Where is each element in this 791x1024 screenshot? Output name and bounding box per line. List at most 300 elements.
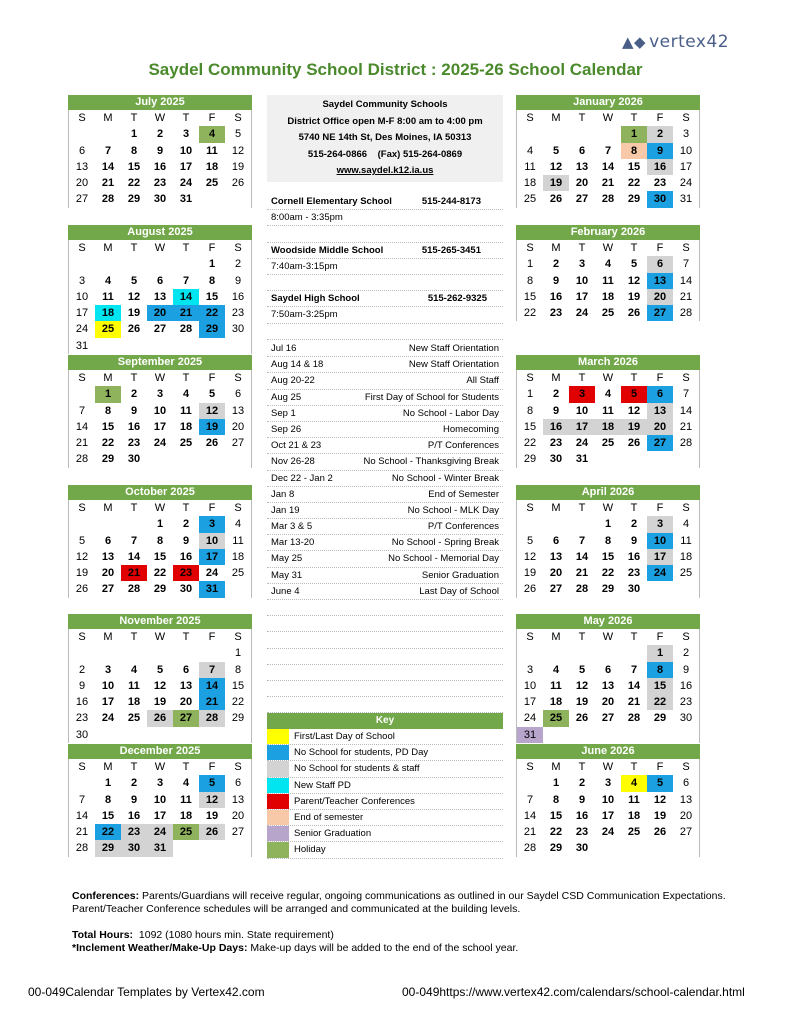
day-cell: 29 (231, 712, 245, 725)
key-item (267, 810, 503, 826)
day-cell: 26 (523, 583, 537, 596)
event-description: No School - MLK Day (407, 504, 499, 516)
day-cell: 8 (130, 144, 138, 157)
day-cell: 5 (78, 534, 86, 547)
day-cell: 29 (127, 193, 141, 206)
month-header: April 2026 (516, 485, 700, 500)
day-cell: 30 (153, 193, 167, 206)
day-cell: 23 (549, 437, 563, 450)
day-cell: 31 (679, 193, 693, 206)
day-cell: 1 (647, 645, 673, 661)
day-name: T (578, 242, 586, 254)
day-cell: 19 (205, 809, 219, 822)
day-cell: 10 (153, 793, 167, 806)
day-cell: 10 (601, 793, 615, 806)
day-name: S (526, 502, 534, 514)
event-row (267, 535, 503, 551)
day-name: T (182, 112, 190, 124)
district-name: Saydel Community Schools (322, 99, 448, 110)
day-cell: 20 (75, 177, 89, 190)
school-row (267, 291, 503, 307)
event-date: Jan 19 (271, 504, 300, 516)
day-cell: 23 (653, 177, 667, 190)
event-row (267, 373, 503, 389)
key-item (267, 745, 503, 761)
blank-row (267, 697, 503, 713)
day-cell: 1 (95, 386, 121, 402)
day-cell: 18 (179, 420, 193, 433)
notes (72, 890, 732, 955)
empty-cell (147, 256, 173, 272)
day-cell: 6 (682, 777, 690, 790)
day-cell: 4 (182, 777, 190, 790)
day-name: S (526, 112, 534, 124)
day-cell: 19 (627, 290, 641, 303)
day-cell: 30 (179, 583, 193, 596)
day-cell: 20 (679, 809, 693, 822)
day-name: F (208, 242, 216, 254)
day-cell: 25 (127, 712, 141, 725)
day-cell: 27 (173, 710, 199, 726)
day-cell: 10 (75, 290, 89, 303)
day-cell: 9 (156, 144, 164, 157)
day-cell: 3 (104, 663, 112, 676)
day-cell: 13 (179, 679, 193, 692)
day-cell: 1 (208, 258, 216, 271)
total-hours-label: Total Hours: (72, 929, 134, 941)
district-website[interactable]: www.saydel.k12.ia.us (336, 165, 434, 176)
day-cell: 18 (179, 809, 193, 822)
day-cell: 19 (199, 419, 225, 435)
day-name: S (78, 242, 86, 254)
day-cell: 19 (621, 419, 647, 435)
event-description: Senior Graduation (421, 569, 499, 581)
day-cell: 5 (630, 258, 638, 271)
day-cell: 7 (78, 404, 86, 417)
key-swatch (267, 826, 289, 841)
day-name: S (78, 502, 86, 514)
day-cell: 7 (526, 793, 534, 806)
event-date: Aug 20-22 (271, 375, 315, 387)
blank-row (267, 324, 503, 340)
event-row (267, 438, 503, 454)
month-march (516, 355, 700, 468)
day-cell: 4 (199, 126, 225, 142)
day-cell: 18 (601, 290, 615, 303)
empty-cell (69, 775, 95, 791)
event-row (267, 406, 503, 422)
blank-row (267, 632, 503, 648)
day-name: W (154, 631, 166, 643)
day-cell: 23 (173, 565, 199, 581)
month-october (68, 485, 252, 598)
day-cell: 8 (526, 274, 534, 287)
day-cell: 22 (523, 437, 537, 450)
day-cell: 25 (679, 567, 693, 580)
event-date: Sep 26 (271, 423, 302, 435)
day-cell: 4 (682, 518, 690, 531)
day-name: M (551, 502, 561, 514)
month-june (516, 744, 700, 857)
day-name: F (656, 631, 664, 643)
day-name: S (234, 112, 242, 124)
day-cell: 10 (153, 404, 167, 417)
day-cell: 22 (601, 567, 615, 580)
event-row (267, 551, 503, 567)
empty-cell (517, 645, 543, 661)
school-name: Woodside Middle School (271, 244, 384, 256)
day-cell: 28 (679, 307, 693, 320)
day-cell: 12 (199, 403, 225, 419)
conferences-text: Parents/Guardians will receive regular, ongoing communications as outlined in our Saydel CSD Communication Expectations. Parent/Teacher Conference schedules will be arranged and communicated at the building levels. (72, 890, 726, 915)
day-cell: 6 (604, 663, 612, 676)
day-cell: 21 (679, 290, 693, 303)
key-swatch (267, 842, 289, 857)
day-name: M (551, 372, 561, 384)
key-item (267, 729, 503, 745)
blank-row (267, 649, 503, 665)
day-cell: 21 (627, 696, 641, 709)
day-cell: 25 (627, 826, 641, 839)
day-name: T (182, 372, 190, 384)
key-legend (267, 713, 503, 859)
day-name: T (130, 761, 138, 773)
day-cell: 12 (523, 550, 537, 563)
day-cell: 23 (75, 712, 89, 725)
day-name: M (103, 631, 113, 643)
day-cell: 4 (621, 775, 647, 791)
day-cell: 13 (575, 160, 589, 173)
total-hours-note (72, 929, 732, 942)
empty-cell (569, 516, 595, 532)
day-cell: 16 (127, 420, 141, 433)
day-cell: 12 (199, 792, 225, 808)
day-cell: 3 (182, 128, 190, 141)
event-description: No School - Spring Break (391, 537, 499, 549)
day-cell: 31 (179, 193, 193, 206)
empty-cell (121, 516, 147, 532)
day-cell: 17 (647, 549, 673, 565)
day-cell: 18 (95, 305, 121, 321)
school-name: Cornell Elementary School (271, 196, 392, 207)
event-description: No School - Memorial Day (388, 553, 499, 565)
day-cell: 16 (549, 290, 563, 303)
event-row (267, 503, 503, 519)
day-cell: 11 (128, 679, 140, 692)
day-name: T (578, 112, 586, 124)
day-cell: 11 (232, 534, 244, 547)
blank-row (267, 616, 503, 632)
event-description: New Staff Orientation (408, 359, 499, 371)
event-description: All Staff (466, 375, 499, 387)
day-name: S (234, 502, 242, 514)
day-cell: 5 (578, 663, 586, 676)
event-date: May 25 (271, 553, 303, 565)
day-cell: 21 (601, 177, 615, 190)
events-list (267, 341, 503, 713)
month-grid (516, 500, 700, 598)
day-cell: 4 (604, 258, 612, 271)
day-cell: 11 (550, 679, 562, 692)
month-header: December 2025 (68, 744, 252, 759)
day-cell: 14 (75, 420, 89, 433)
event-description: Last Day of School (419, 585, 499, 597)
day-cell: 2 (78, 663, 86, 676)
day-cell: 13 (231, 793, 245, 806)
event-date: Jan 8 (271, 488, 295, 500)
day-cell: 16 (543, 419, 569, 435)
day-cell: 28 (127, 583, 141, 596)
day-name: S (78, 761, 86, 773)
day-cell: 14 (627, 679, 641, 692)
day-cell: 28 (601, 193, 615, 206)
month-header: August 2025 (68, 225, 252, 240)
day-cell: 13 (647, 273, 673, 289)
day-cell: 15 (627, 160, 641, 173)
day-cell: 4 (182, 388, 190, 401)
district-address: 5740 NE 14th St, Des Moines, IA 50313 (298, 132, 472, 143)
day-cell: 21 (101, 177, 115, 190)
day-cell: 7 (199, 662, 225, 678)
day-cell: 6 (78, 144, 86, 157)
day-name: T (130, 242, 138, 254)
day-cell: 5 (526, 534, 534, 547)
day-name: M (551, 112, 561, 124)
day-cell: 8 (621, 143, 647, 159)
event-row (267, 487, 503, 503)
event-row (267, 390, 503, 406)
day-name: W (154, 761, 166, 773)
event-date: Mar 3 & 5 (271, 521, 313, 533)
event-date: Sep 1 (271, 407, 296, 419)
day-cell: 17 (101, 696, 115, 709)
day-cell: 17 (153, 420, 167, 433)
day-name: F (208, 761, 216, 773)
day-cell: 22 (127, 177, 141, 190)
day-name: F (208, 631, 216, 643)
day-name: M (551, 631, 561, 643)
day-cell: 2 (552, 258, 560, 271)
month-header: February 2026 (516, 225, 700, 240)
day-cell: 15 (153, 550, 167, 563)
day-name: S (234, 761, 242, 773)
day-cell: 18 (205, 160, 219, 173)
day-name: F (208, 112, 216, 124)
day-cell: 1 (604, 518, 612, 531)
day-cell: 17 (575, 290, 589, 303)
day-cell: 12 (75, 550, 89, 563)
day-cell: 3 (526, 663, 534, 676)
day-cell: 6 (647, 386, 673, 402)
day-cell: 2 (552, 388, 560, 401)
day-cell: 18 (231, 550, 245, 563)
day-name: T (130, 112, 138, 124)
day-cell: 1 (621, 126, 647, 142)
day-name: F (656, 761, 664, 773)
day-name: S (526, 372, 534, 384)
day-cell: 26 (627, 437, 641, 450)
day-cell: 12 (153, 679, 167, 692)
key-label: Parent/Teacher Conferences (294, 795, 415, 807)
day-cell: 12 (127, 290, 141, 303)
day-cell: 27 (679, 826, 693, 839)
day-cell: 9 (578, 793, 586, 806)
day-cell: 8 (234, 663, 242, 676)
day-cell: 17 (523, 696, 537, 709)
day-cell: 26 (127, 323, 141, 336)
month-grid (68, 629, 252, 743)
key-item (267, 826, 503, 842)
district-office-hours: District Office open M-F 8:00 am to 4:00 pm (287, 115, 483, 127)
day-cell: 18 (523, 177, 537, 190)
day-cell: 3 (78, 274, 86, 287)
day-cell: 3 (578, 258, 586, 271)
day-cell: 29 (549, 842, 563, 855)
day-cell: 29 (653, 712, 667, 725)
day-cell: 9 (130, 404, 138, 417)
day-cell: 12 (549, 160, 563, 173)
day-cell: 5 (156, 663, 164, 676)
school-row (267, 243, 503, 259)
day-cell: 29 (199, 321, 225, 337)
day-cell: 11 (628, 793, 640, 806)
day-cell: 31 (147, 840, 173, 856)
day-cell: 28 (101, 193, 115, 206)
total-hours-text: 1092 (1080 hours min. State requirement) (133, 929, 334, 941)
day-cell: 28 (575, 583, 589, 596)
day-cell: 9 (78, 679, 86, 692)
day-cell: 26 (205, 437, 219, 450)
month-january (516, 95, 700, 208)
school-hours-row (267, 210, 503, 226)
school-hours: 7:40am-3:15pm (271, 260, 338, 272)
day-cell: 17 (153, 809, 167, 822)
day-cell: 23 (549, 307, 563, 320)
day-cell: 25 (173, 824, 199, 840)
day-cell: 25 (523, 193, 537, 206)
event-description: Homecoming (443, 423, 499, 435)
event-description: P/T Conferences (427, 521, 499, 533)
day-cell: 12 (231, 144, 245, 157)
day-name: T (130, 502, 138, 514)
month-grid (68, 370, 252, 468)
day-cell: 10 (679, 144, 693, 157)
empty-cell (543, 516, 569, 532)
day-cell: 20 (647, 289, 673, 305)
day-cell: 21 (75, 437, 89, 450)
key-item (267, 778, 503, 794)
empty-cell (621, 645, 647, 661)
day-cell: 3 (199, 516, 225, 532)
day-cell: 4 (604, 388, 612, 401)
day-cell: 17 (179, 160, 193, 173)
school-hours: 7:50am-3:25pm (271, 309, 338, 321)
day-cell: 20 (647, 419, 673, 435)
day-cell: 11 (206, 144, 218, 157)
day-cell: 17 (569, 419, 595, 435)
day-cell: 19 (523, 567, 537, 580)
day-cell: 25 (205, 177, 219, 190)
day-cell: 2 (630, 518, 638, 531)
footer-right[interactable]: 00-049https://www.vertex42.com/calendars/school-calendar.html (402, 985, 745, 999)
conferences-label: Conferences: (72, 890, 140, 902)
day-cell: 25 (95, 321, 121, 337)
event-row (267, 471, 503, 487)
day-cell: 13 (601, 679, 615, 692)
day-cell: 7 (682, 388, 690, 401)
day-cell: 9 (234, 274, 242, 287)
day-cell: 1 (526, 258, 534, 271)
key-swatch (267, 745, 289, 760)
day-cell: 26 (147, 710, 173, 726)
day-cell: 14 (199, 678, 225, 694)
day-cell: 29 (601, 583, 615, 596)
event-row (267, 568, 503, 584)
day-cell: 25 (179, 437, 193, 450)
day-cell: 6 (578, 144, 586, 157)
day-cell: 9 (552, 274, 560, 287)
day-cell: 29 (95, 840, 121, 856)
day-cell: 20 (601, 696, 615, 709)
day-cell: 12 (653, 793, 667, 806)
empty-cell (517, 126, 543, 142)
day-cell: 28 (199, 710, 225, 726)
day-cell: 10 (575, 404, 589, 417)
day-cell: 29 (523, 453, 537, 466)
event-row (267, 341, 503, 357)
day-cell: 15 (549, 809, 563, 822)
district-info (267, 95, 503, 182)
day-cell: 5 (621, 386, 647, 402)
day-cell: 19 (575, 696, 589, 709)
day-cell: 16 (75, 696, 89, 709)
day-cell: 28 (75, 453, 89, 466)
empty-cell (95, 256, 121, 272)
day-cell: 14 (575, 550, 589, 563)
weather-note (72, 942, 732, 955)
empty-cell (199, 645, 225, 661)
day-name: F (656, 112, 664, 124)
day-cell: 29 (153, 583, 167, 596)
day-cell: 6 (234, 388, 242, 401)
day-cell: 26 (575, 712, 589, 725)
day-cell: 7 (578, 534, 586, 547)
day-cell: 25 (601, 437, 615, 450)
day-name: S (682, 372, 690, 384)
month-grid (516, 110, 700, 208)
month-may (516, 614, 700, 743)
day-name: F (656, 502, 664, 514)
day-cell: 30 (127, 453, 141, 466)
key-label: First/Last Day of School (294, 731, 395, 742)
day-cell: 3 (569, 386, 595, 402)
day-cell: 11 (524, 160, 536, 173)
day-cell: 3 (604, 777, 612, 790)
day-cell: 28 (75, 842, 89, 855)
day-name: W (602, 112, 614, 124)
day-cell: 30 (549, 453, 563, 466)
event-row (267, 422, 503, 438)
day-cell: 23 (153, 177, 167, 190)
day-name: S (234, 242, 242, 254)
day-name: T (630, 242, 638, 254)
day-cell: 29 (627, 193, 641, 206)
day-cell: 15 (523, 420, 537, 433)
day-cell: 2 (647, 126, 673, 142)
empty-cell (595, 645, 621, 661)
day-cell: 25 (231, 567, 245, 580)
day-name: T (578, 631, 586, 643)
